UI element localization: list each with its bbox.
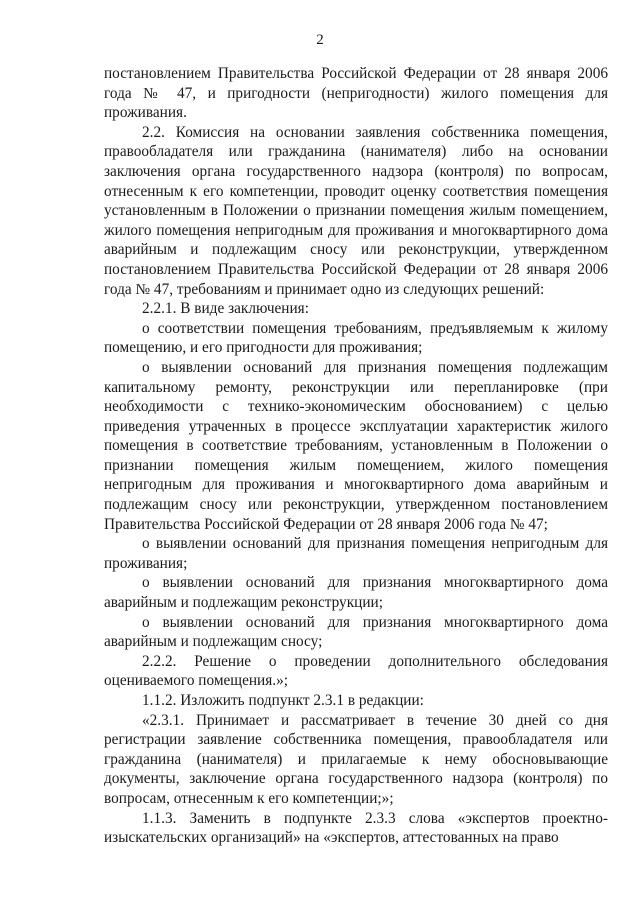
document-body [104,64,608,848]
paragraph-intro-continuation: постановлением Правительства Российской Федерации от 28 января 2006 года № 47, и пригодности (непригодности) жилого помещения для проживания. [104,65,608,122]
page-number: 2 [316,32,324,48]
list-item-demolition-grounds: о выявлении оснований для признания многоквартирного дома аварийным и подлежащим сносу; [104,613,608,651]
paragraph-2-2: 2.2. Комиссия на основании заявления собственника помещения, правообладателя или гражданина (нанимателя) либо на основании заключения органа государственного надзора (контроля) по вопросам, отнесенным к его компетенции, проводит оценку соответствия помещения установленным в Положении о признании помещения жилым помещением, жилого помещения непригодным для проживания и многоквартирного дома аварийным и подлежащим сносу или реконструкции, утвержденном постановлением Правительства Российской Федерации от 28 января 2006 года № 47, требованиям и принимает одно из следующих решений: [104,123,608,298]
paragraph-1-1-3: 1.1.3. Заменить в подпункте 2.3.3 слова «экспертов проектно-изыскательских организаций» на «экспертов, аттестованных на право [104,809,608,847]
paragraph-2-3-1-quote: «2.3.1. Принимает и рассматривает в течение 30 дней со дня регистрации заявление собственника помещения, правообладателя или гражданина (нанимателя) и прилагаемые к нему обосновывающие документы, заключение органа государственного надзора (контроля) по вопросам, отнесенным к его компетенции;»; [104,711,608,807]
list-item-repair-grounds: о выявлении оснований для признания помещения подлежащим капитальному ремонту, реконструкции или перепланировке (при необходимости с технико-экономическим обоснованием) с целью приведения утраченных в процессе эксплуатации характеристик жилого помещения в соответствие требованиям, установленным в Положении о признании помещения жилым помещением, жилого помещения непригодным для проживания и многоквартирного дома аварийным и подлежащим сносу или реконструкции, утвержденном постановлением Правительства Российской Федерации от 28 января 2006 года № 47; [104,358,608,533]
list-item-reconstruction-grounds: о выявлении оснований для признания многоквартирного дома аварийным и подлежащим реконструкции; [104,574,608,612]
paragraph-2-2-2: 2.2.2. Решение о проведении дополнительного обследования оцениваемого помещения.»; [104,652,608,690]
paragraph-2-2-1: 2.2.1. В виде заключения: [142,300,309,318]
paragraph-1-1-2: 1.1.2. Изложить подпункт 2.3.1 в редакции: [142,692,424,709]
list-item-compliance: о соответствии помещения требованиям, предъявляемым к жилому помещению, и его пригодности для проживания; [104,319,608,357]
list-item-unfit-grounds: о выявлении оснований для признания помещения непригодным для проживания; [104,535,608,572]
